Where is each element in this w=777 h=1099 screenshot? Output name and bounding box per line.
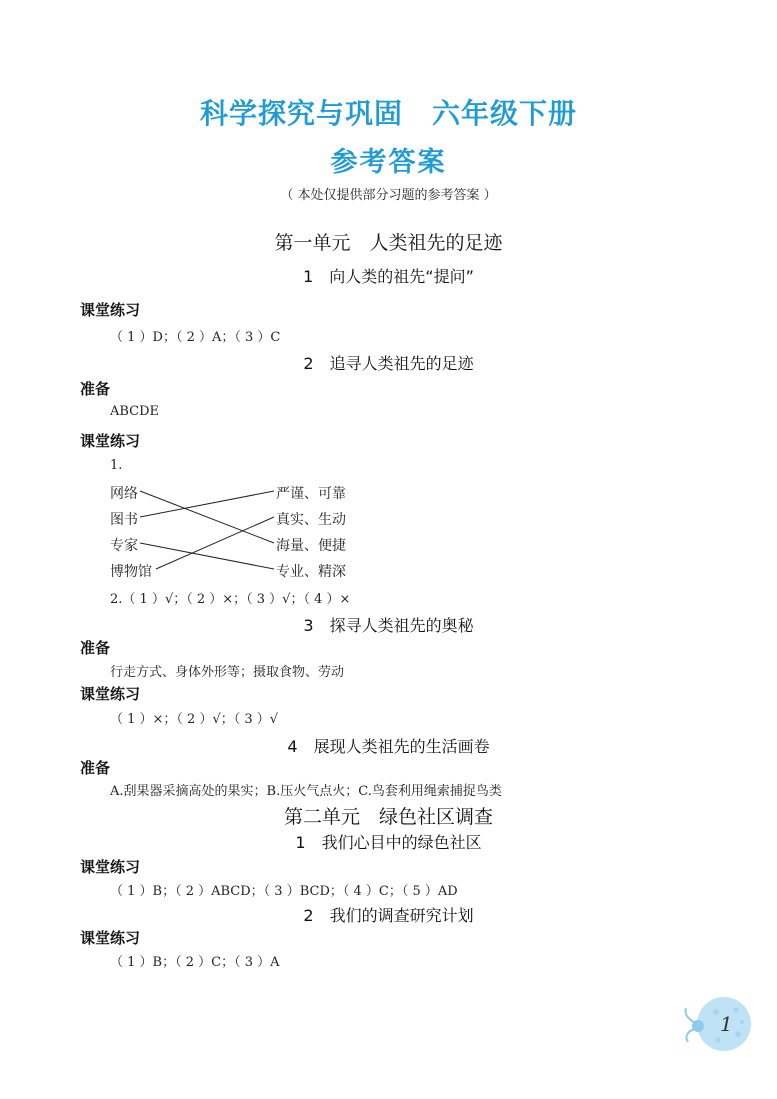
unit2-lesson1-practice-label: 课堂练习 [80, 858, 141, 876]
unit1-lesson1-practice-answer: （ 1 ）D；（ 2 ）A；（ 3 ）C [110, 330, 281, 345]
page-number-badge [680, 990, 752, 1056]
match-left-item: 博物馆 [110, 564, 152, 580]
unit1-lesson1-title: 1 向人类的祖先“提问” [303, 267, 474, 286]
unit1-lesson2-q2-answer: 2.（ 1 ）√；（ 2 ）×；（ 3 ）√；（ 4 ）× [110, 592, 351, 607]
unit1-lesson3-practice-answer: （ 1 ）×；（ 2 ）√；（ 3 ）√ [110, 712, 279, 727]
unit1-lesson4-prep-answer: A.刮果器采摘高处的果实；B.压火气点火；C.鸟套利用绳索捕捉鸟类 [110, 784, 502, 799]
page-number: 1 [720, 1012, 733, 1036]
match-line [140, 491, 274, 543]
page-title: 科学探究与巩固 六年级下册 [199, 97, 577, 130]
unit1-lesson4-title: 4 展现人类祖先的生活画卷 [287, 737, 490, 756]
unit2-title: 第二单元 绿色社区调查 [283, 806, 493, 828]
match-right-item: 真实、生动 [276, 512, 346, 528]
unit1-title: 第一单元 人类祖先的足迹 [274, 232, 503, 254]
match-line [140, 491, 274, 517]
unit2-lesson2-practice-label: 课堂练习 [80, 929, 141, 947]
page-note: （ 本处仅提供部分习题的参考答案 ） [280, 188, 497, 203]
unit1-lesson2-q1-number: 1. [110, 458, 123, 473]
unit1-lesson3-title: 3 探寻人类祖先的奥秘 [303, 616, 474, 635]
match-right-item: 严谨、可靠 [276, 486, 346, 502]
unit1-lesson3-practice-label: 课堂练习 [80, 685, 141, 703]
unit1-lesson2-title: 2 追寻人类祖先的足迹 [303, 354, 474, 373]
unit1-lesson3-prep-label: 准备 [80, 639, 111, 657]
unit2-lesson2-title: 2 我们的调查研究计划 [303, 906, 474, 925]
unit2-lesson2-practice-answer: （ 1 ）B；（ 2 ）C；（ 3 ）A [110, 955, 280, 970]
match-right-item: 专业、精深 [276, 564, 346, 580]
page-subtitle: 参考答案 [330, 147, 447, 178]
match-left-item: 网络 [110, 486, 138, 502]
unit1-lesson4-prep-label: 准备 [80, 759, 111, 777]
unit1-lesson3-prep-answer: 行走方式、身体外形等；摄取食物、劳动 [110, 665, 345, 680]
unit2-lesson1-practice-answer: （ 1 ）B；（ 2 ）ABCD；（ 3 ）BCD；（ 4 ）C；（ 5 ）AD [110, 884, 458, 899]
unit1-lesson2-prep-label: 准备 [80, 380, 111, 398]
match-left-item: 图书 [110, 512, 138, 528]
ladybug-icon [680, 990, 752, 1056]
unit1-lesson2-prep-answer: ABCDE [110, 404, 160, 419]
match-left-item: 专家 [110, 538, 138, 554]
match-line [156, 517, 274, 569]
unit1-lesson2-practice-label: 课堂练习 [80, 432, 141, 450]
unit1-lesson1-practice-label: 课堂练习 [80, 301, 141, 319]
unit2-lesson1-title: 1 我们心目中的绿色社区 [295, 833, 482, 852]
match-right-item: 海量、便捷 [276, 538, 346, 554]
